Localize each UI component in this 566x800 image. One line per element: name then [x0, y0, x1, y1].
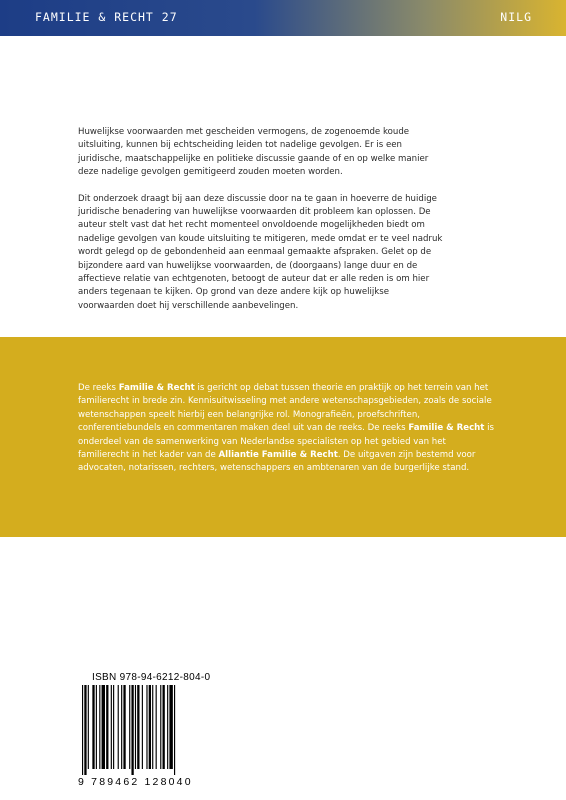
series-text: De reeks: [78, 383, 119, 393]
barcode-graphic: [78, 685, 220, 775]
alliance-name: Alliantie Familie & Recht: [218, 450, 338, 461]
series-name: Familie & Recht: [408, 423, 485, 434]
barcode-digits: 9 789462 128040: [78, 776, 193, 788]
isbn-label: ISBN 978-94-6212-804-0: [92, 672, 211, 683]
summary-paragraph: Dit onderzoek draagt bij aan deze discussie door na te gaan in hoeverre de huidige juridische benadering van huwelijkse voorwaarden dit probleem kan oplossen. De auteur stelt vast dat het recht momenteel onvoldoende mogelijkheden biedt om nadelige gevolgen van koude uitsluiting te mitigeren, mede omdat er te veel nadruk wordt gelegd op de gebondenheid aan eenmaal gemaakte afspraken. Gelet op de bijzondere aard van huwelijkse voorwaarden, de (doorgaans) lange duur en de affectieve relatie van echtgenoten, betoogt de auteur dat er alle reden is om hier anders tegenaan te kijken. Op grond van deze andere kijk op huwelijkse voorwaarden doet hij verschillende aanbevelingen.: [78, 193, 443, 311]
series-text: is onderdeel van de samenwerking van Nederlandse specialisten op het gebied van het familierecht in het kader van de: [78, 423, 494, 461]
series-description: [78, 382, 498, 476]
back-cover-summary: [78, 126, 448, 326]
header-bar: [0, 0, 566, 36]
summary-paragraph: Huwelijkse voorwaarden met gescheiden vermogens, de zogenoemde koude uitsluiting, kunnen bij echtscheiding leiden tot nadelige gevolgen. Er is een juridische, maatschappelijke en politieke discussie gaande of en op welke manier deze nadelige gevolgen gemitigeerd zouden moeten worden.: [78, 127, 429, 178]
series-text: . De uitgaven zijn bestemd voor advocaten, notarissen, rechters, wetenschappers en ambtenaren van de burgerlijke stand.: [78, 450, 476, 474]
publisher-label: NILG: [500, 10, 532, 24]
series-info-band: [0, 337, 566, 537]
barcode-block: [78, 672, 220, 788]
series-text: is gericht op debat tussen theorie en praktijk op het terrein van het familierecht in brede zin. Kennisuitwisseling met andere wetenschapsgebieden, zoals de sociale wetenschappen speelt hierbij een belangrijke rol. Monografieën, proefschriften, conferentiebundels en commentaren maken deel uit van de reeks. De reeks: [78, 383, 492, 434]
series-label: FAMILIE & RECHT 27: [35, 10, 178, 24]
series-name: Familie & Recht: [118, 383, 195, 393]
